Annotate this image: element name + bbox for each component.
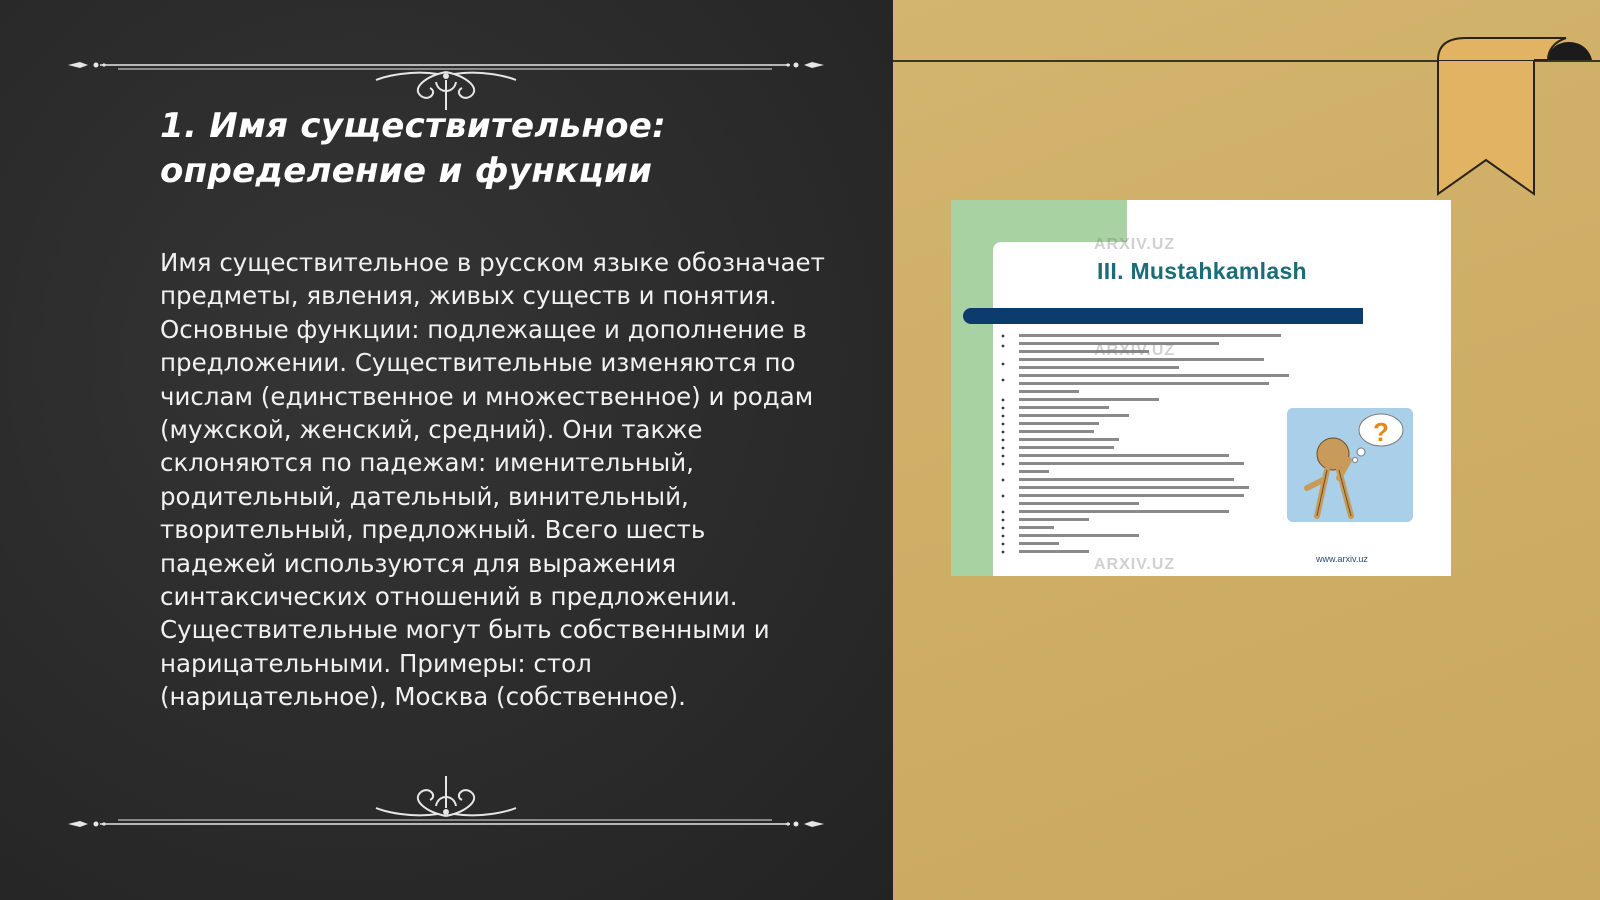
watermark-middle: ARXIV.UZ: [1094, 342, 1176, 359]
document-header-bar: [963, 308, 1363, 324]
bookmark-ribbon-icon: [1436, 34, 1596, 204]
document-site-label: www.arxiv.uz: [1316, 554, 1368, 564]
ornament-divider-bottom-icon: [66, 772, 826, 832]
watermark-top: ARXIV.UZ: [1094, 236, 1176, 253]
document-image: [951, 200, 1451, 576]
document-heading: III. Mustahkamlash: [1097, 258, 1307, 284]
slide-body-text: Имя существительное в русском языке обозначает предметы, явления, живых существ и понятия. Основные функции: подлежащее и дополнение в предложении. Существительные изменяются по числам (единственное и множественное) и родам (мужской, женский, средний). Они также склоняются по падежам: именительный, родительный, дательный, винительный, творительный, предложный. Всего шесть падежей используются для выражения синтаксических отношений в предложении. Существительные могут быть собственными и нарицательными. Примеры: стол (нарицательное), Москва (собственное).: [160, 248, 825, 712]
right-gold-panel: [893, 0, 1600, 900]
svg-text:?: ?: [1373, 417, 1389, 447]
document-bullet-text-lines: [999, 330, 1291, 560]
ornament-divider-top-icon: [66, 52, 826, 112]
watermark-bottom: ARXIV.UZ: [1094, 556, 1176, 573]
thinking-person-illustration: [1287, 408, 1413, 522]
slide-title: 1. Имя существительное: определение и функции: [160, 106, 667, 191]
